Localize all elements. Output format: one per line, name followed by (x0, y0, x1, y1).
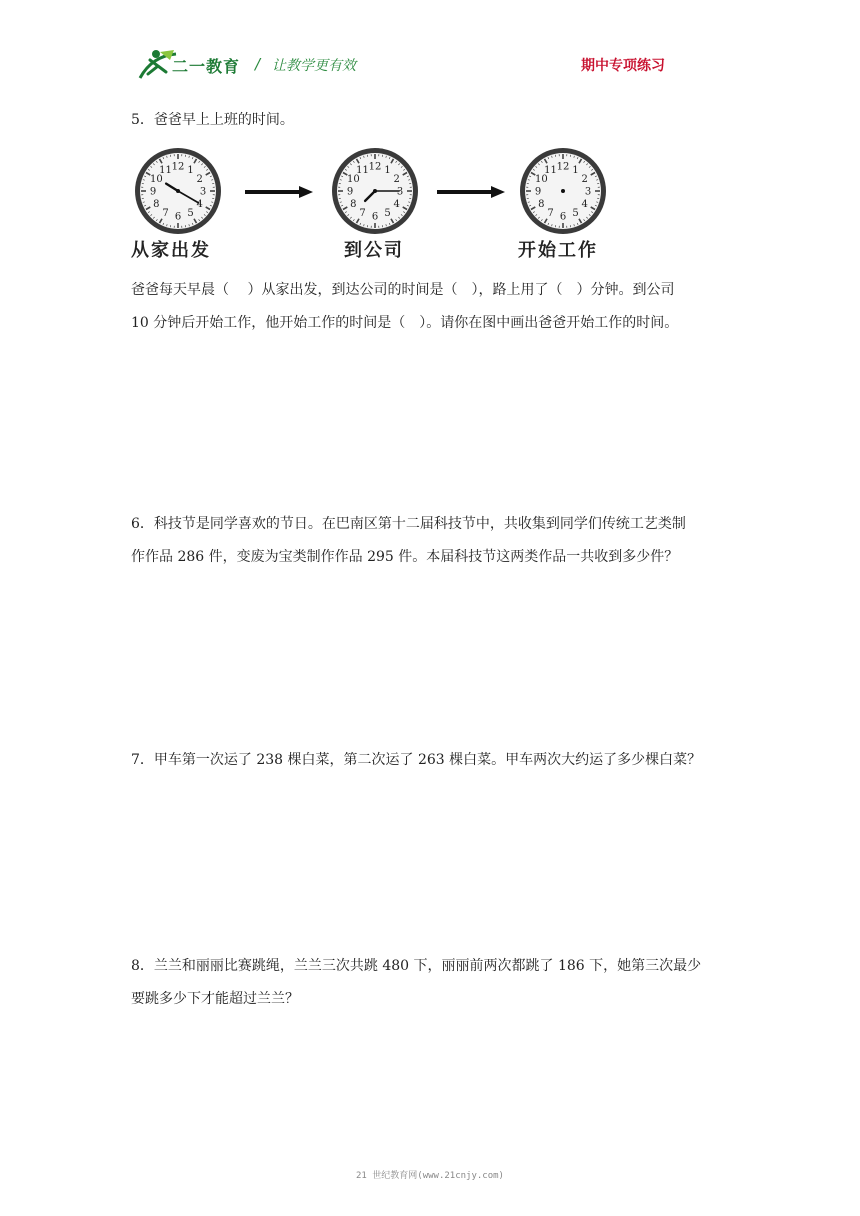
clock-numeral: 1 (384, 164, 391, 176)
clock-numeral: 3 (199, 186, 207, 198)
clock-numeral: 11 (159, 164, 172, 176)
clock-numeral: 11 (356, 164, 369, 176)
question-5-line-2: 10 分钟后开始工作，他开始工作的时间是（ ）。请你在图中画出爸爸开始工作的时间。 (131, 315, 679, 331)
clock-numeral: 12 (368, 161, 382, 173)
clock-numeral: 2 (393, 174, 400, 185)
logo-text: 二一教育 (172, 57, 241, 76)
question-8-line-2: 要跳多少下才能超过兰兰？ (131, 991, 299, 1007)
clock-numeral: 3 (584, 186, 592, 198)
question-5-title-text: 5．爸爸早上上班的时间。 (131, 112, 294, 128)
clock-icon-start-work[interactable] (518, 146, 608, 236)
clock-numeral: 12 (556, 161, 570, 173)
question-6-line-2: 作作品 286 件，变废为宝类制作作品 295 件。本届科技节这两类作品一共收到多少件？ (131, 549, 679, 565)
clock-numeral: 5 (187, 208, 194, 220)
slogan: 让教学更有效 (272, 58, 356, 74)
question-6-line-1: 6．科技节是同学喜欢的节日。在巴南区第十二届科技节中，共收集到同学们传统工艺类制 (131, 516, 686, 532)
question-8-line-1: 8．兰兰和丽丽比赛跳绳，兰兰三次共跳 480 下，丽丽前两次都跳了 186 下，她第三次最少 (131, 958, 702, 974)
clock-caption-leave-home: 从家出发 (131, 240, 211, 261)
clock-numeral: 2 (581, 174, 588, 185)
clock-numeral: 6 (371, 211, 379, 223)
page-header (0, 0, 860, 100)
clock-numeral: 12 (171, 161, 185, 173)
clock-numeral: 6 (174, 211, 182, 223)
clock-numeral: 8 (153, 199, 160, 210)
clock-numeral: 7 (162, 208, 169, 220)
clock-numeral: 4 (196, 199, 203, 210)
clock-numeral: 8 (350, 199, 357, 210)
clock-numeral: 3 (396, 186, 404, 198)
clock-numeral: 4 (581, 199, 588, 210)
slogan-separator: / (255, 55, 261, 73)
clock-numeral: 9 (149, 186, 157, 198)
clock-caption-start-work: 开始工作 (518, 240, 598, 261)
question-5-line-1: 爸爸每天早晨（ ）从家出发，到达公司的时间是（ ），路上用了（ ）分钟。到公司 (131, 282, 675, 298)
clock-numeral: 2 (196, 174, 203, 185)
arrow-right-icon (245, 186, 313, 198)
clock-numeral: 10 (149, 174, 163, 185)
question-8 (131, 950, 731, 1016)
question-5-title (131, 104, 731, 137)
clock-numeral: 6 (559, 211, 567, 223)
question-7 (131, 744, 731, 777)
clock-numeral: 9 (534, 186, 542, 198)
question-7-line-1: 7．甲车第一次运了 238 棵白菜，第二次运了 263 棵白菜。甲车两次大约运了多少棵白菜？ (131, 752, 702, 768)
clock-numeral: 7 (359, 208, 366, 220)
clock-numeral: 1 (572, 164, 579, 176)
clock-numeral: 10 (534, 174, 548, 185)
clock-numeral: 9 (346, 186, 354, 198)
clock-icon-arrive-office (330, 146, 420, 236)
clock-numeral: 8 (538, 199, 545, 210)
clock-caption-arrive-office: 到公司 (344, 240, 404, 261)
clock-numeral: 10 (346, 174, 360, 185)
clock-numeral: 7 (547, 208, 554, 220)
question-6 (131, 508, 731, 574)
arrow-right-icon (437, 186, 505, 198)
clock-sequence (131, 146, 611, 266)
clock-numeral: 5 (384, 208, 391, 220)
clock-numeral: 5 (572, 208, 579, 220)
question-5-body (131, 274, 731, 340)
clock-numeral: 4 (393, 199, 400, 210)
clock-numeral: 11 (544, 164, 557, 176)
worksheet-title: 期中专项练习 (581, 58, 665, 74)
clock-numeral: 1 (187, 164, 194, 176)
clock-icon-leave-home (133, 146, 223, 236)
page-footer: 21 世纪教育网(www.21cnjy.com) (356, 1171, 504, 1181)
